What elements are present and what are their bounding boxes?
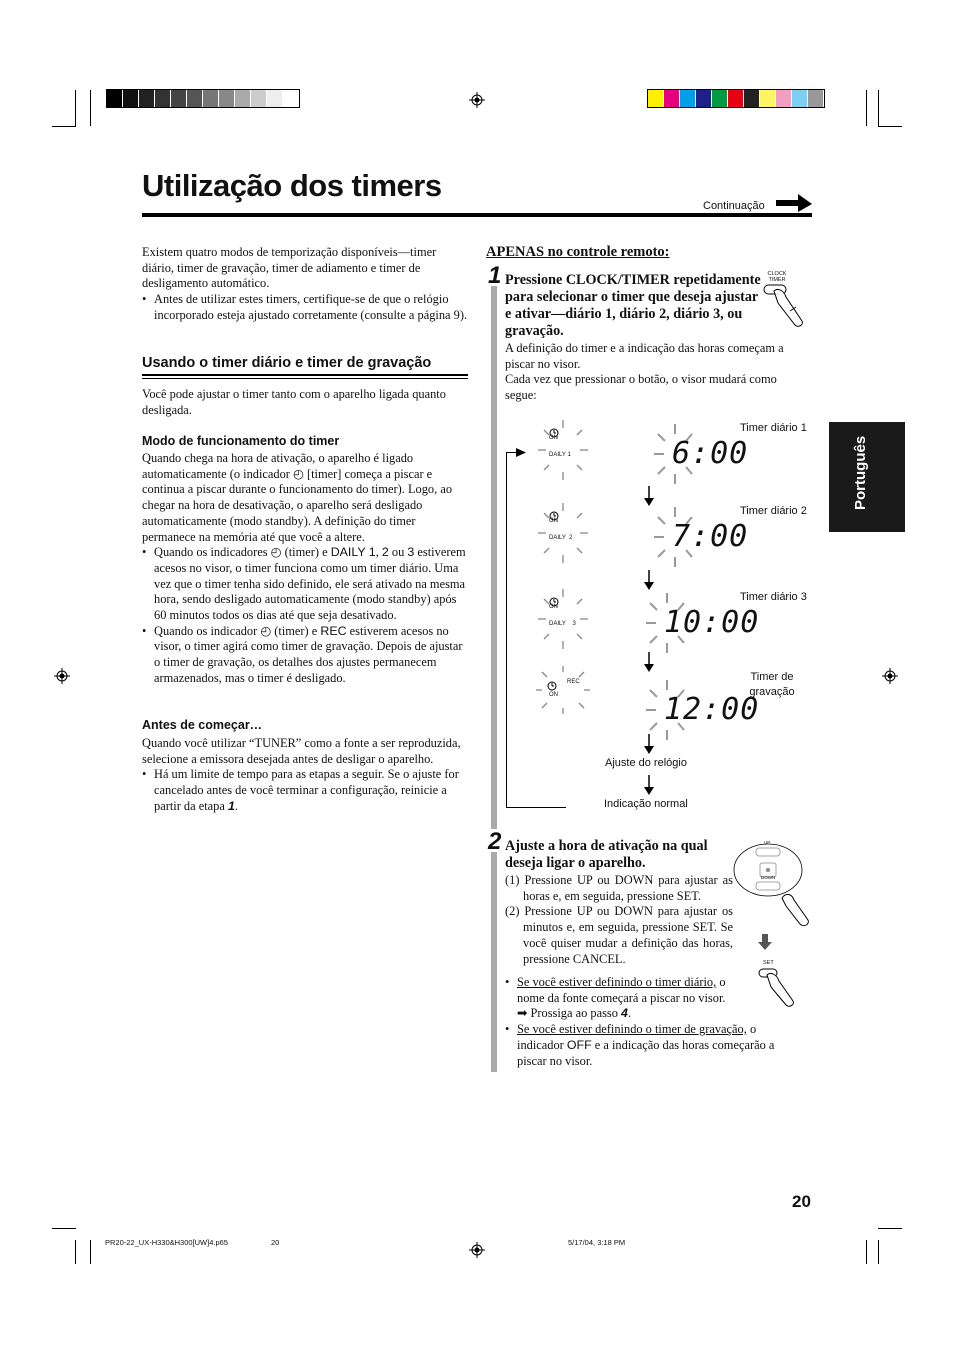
step2-item-1: (1) Pressione UP ou DOWN para ajustar as horas e, em seguida, pressione SET. [505,873,733,903]
continuation-arrow-icon [776,194,812,212]
diagram-row [500,410,820,500]
down-arrow-icon [644,734,654,754]
language-tab-label: Português [852,435,869,510]
crop-mark [866,90,867,126]
step2-instruction: Ajuste a hora de ativação na qual deseja ligar o aparelho. [505,838,708,871]
diagram-row [500,579,820,669]
step2-number: 2 [488,828,502,855]
blinking-indicator-icon [534,587,592,651]
finger-press-icon [762,283,808,329]
crop-mark [866,1240,867,1264]
step2-side-bar [491,852,497,1072]
registration-mark-icon [469,1242,485,1258]
right-arrow-icon: ➡ [517,1006,528,1021]
display-sequence-diagram [500,410,820,820]
language-tab [829,422,905,532]
page-number: 20 [792,1192,811,1211]
mode-title: Modo de funcionamento do timer [142,434,340,448]
timer-icon: ◴ [260,623,272,638]
down-arrow-icon [758,934,772,950]
lcd-time: 6:00 [672,436,749,471]
intro-bullet: • Antes de utilizar estes timers, certifique-se de que o relógio incorporado esteja ajustado corretamente (consulte a página 9). [142,292,468,323]
clock-adjust-label: Ajuste do relógio [605,757,687,769]
section-rule [142,374,468,376]
indicator-on: ON [549,692,558,698]
mode-bullet-rec: • Quando os indicador ◴ (timer) e REC estiverem acesos no visor, o timer agirá como timer de gravação. Depois de ajustar o timer de gravação, os detalhes dos ajustes permanecem armazenados, mas o timer é desligado. [142,624,468,687]
diagram-label: Timer diário 3 [740,591,807,603]
step2-item-2: (2) Pressione UP ou DOWN para ajustar os minutos e, em seguida, pressione SET. Se você quiser mudar a definição das horas, pressione CANCEL. [505,904,733,966]
grayscale-calibration-bar [106,89,300,108]
lcd-time: 12:00 [664,692,760,727]
section-intro: Você pode ajustar o timer tanto com o aparelho ligada quanto desligada. [142,387,446,417]
footer-filename: PR20-22_UX-H330&H300[UW]4.p65 [105,1238,228,1247]
mode-paragraph: Quando chega na hora de ativação, o aparelho é ligado automaticamente (o indicador ◴ [timer] começa a piscar e continua a piscar durante o funcionamento do timer). Logo, ao chegar na hora de desativação, o aparelho será desligado automaticamente (modo standby). A definição do timer permanece na memória até que você a altere. [142,451,453,544]
blinking-indicator-icon [534,418,592,482]
diagram-row [500,493,820,583]
indicator-daily: DAILY 1 [549,452,571,458]
crop-mark [90,90,91,126]
remote-up-label: UP [764,840,771,845]
blinking-indicator-icon [534,664,592,716]
before-paragraph: Quando você utilizar “TUNER” como a fonte a ser reproduzida, selecione a emissora desejada antes de desligar o aparelho. [142,736,461,766]
timer-icon: ◴ [270,545,282,560]
lcd-time: 10:00 [664,605,760,640]
remote-updown-icon [730,838,810,930]
left-column [142,245,468,324]
crop-mark [52,126,76,127]
section-title: Usando o timer diário e timer de gravação [142,355,432,371]
normal-display-label: Indicação normal [604,798,688,810]
blinking-indicator-icon [534,501,592,565]
footer-page: 20 [271,1238,280,1247]
indicator-on: ON [549,518,558,524]
registration-mark-icon [469,92,485,108]
lcd-time: 7:00 [672,519,749,554]
clock-timer-button-label: CLOCK TIMER [767,271,787,283]
diagram-label: Timer diário 1 [740,422,807,434]
down-arrow-icon [644,775,654,795]
section-rule-thin [142,378,468,379]
footer-date: 5/17/04, 3:18 PM [568,1238,626,1247]
crop-mark [878,1228,902,1229]
registration-mark-icon [54,668,70,684]
loop-line [506,807,566,808]
indicator-on: ON [549,435,558,441]
timer-icon: ◴ [293,466,304,481]
crop-mark [75,90,76,126]
daily-timer-note: • Se você estiver definindo o timer diário, o nome da fonte começará a piscar no visor. ➡ Prossiga ao passo 4. [505,975,795,1022]
indicator-rec: REC [567,679,580,685]
intro-text: Existem quatro modos de temporização disponíveis—timer diário, timer de gravação, timer de adiamento e timer de desligamento automático. [142,245,437,291]
registration-mark-icon [882,668,898,684]
step1-number: 1 [488,262,502,289]
before-title: Antes de começar… [142,718,263,732]
crop-mark [878,126,902,127]
color-calibration-bar [647,89,825,108]
remote-down-label: DOWN [761,875,776,880]
title-rule [142,213,812,217]
indicator-on: ON [549,604,558,610]
continuation-label: Continuação [703,200,765,212]
page-title: Utilização dos timers [142,168,442,203]
crop-mark [52,1228,76,1229]
indicator-daily: DAILY 3 [549,621,576,627]
step1-side-bar [491,286,497,829]
diagram-row [500,660,820,750]
step1-instruction: Pressione CLOCK/TIMER repetidamente para selecionar o timer que deseja ajustar e ativar—diário 1, diário 2, diário 3, ou gravação. [505,272,761,339]
crop-mark [75,1240,76,1264]
rec-timer-note: • Se você estiver definindo o timer de gravação, o indicador OFF e a indicação das horas começarão a piscar no visor. [505,1022,795,1069]
diagram-label: Timer diário 2 [740,505,807,517]
diagram-label: Timer de gravação [749,671,795,698]
step1-paragraph-2: Cada vez que pressionar o botão, o visor mudará como segue: [505,372,777,403]
remote-only-heading: APENAS no controle remoto: [486,244,670,260]
crop-mark [90,1240,91,1264]
crop-mark [878,90,879,126]
step1-paragraph-1: A definição do timer e a indicação das horas começam a piscar no visor. [505,341,784,371]
mode-bullet-daily: • Quando os indicadores ◴ (timer) e DAILY 1, 2 ou 3 estiverem acesos no visor, o timer funciona como um timer diário. Uma vez que o timer tenha sido definido, ele será ativado na mesma hora, sendo desligado automaticamente (modo standby) após 60 minutos todos os dias até que seja desativado. [142,545,468,624]
crop-mark [878,1240,879,1264]
before-bullet: • Há um limite de tempo para as etapas a seguir. Se o ajuste for cancelado antes de você terminar a configuração, reinicie a partir da etapa 1. [142,767,468,814]
set-button-label: SET [763,960,774,966]
indicator-daily: DAILY 2 [549,535,573,541]
